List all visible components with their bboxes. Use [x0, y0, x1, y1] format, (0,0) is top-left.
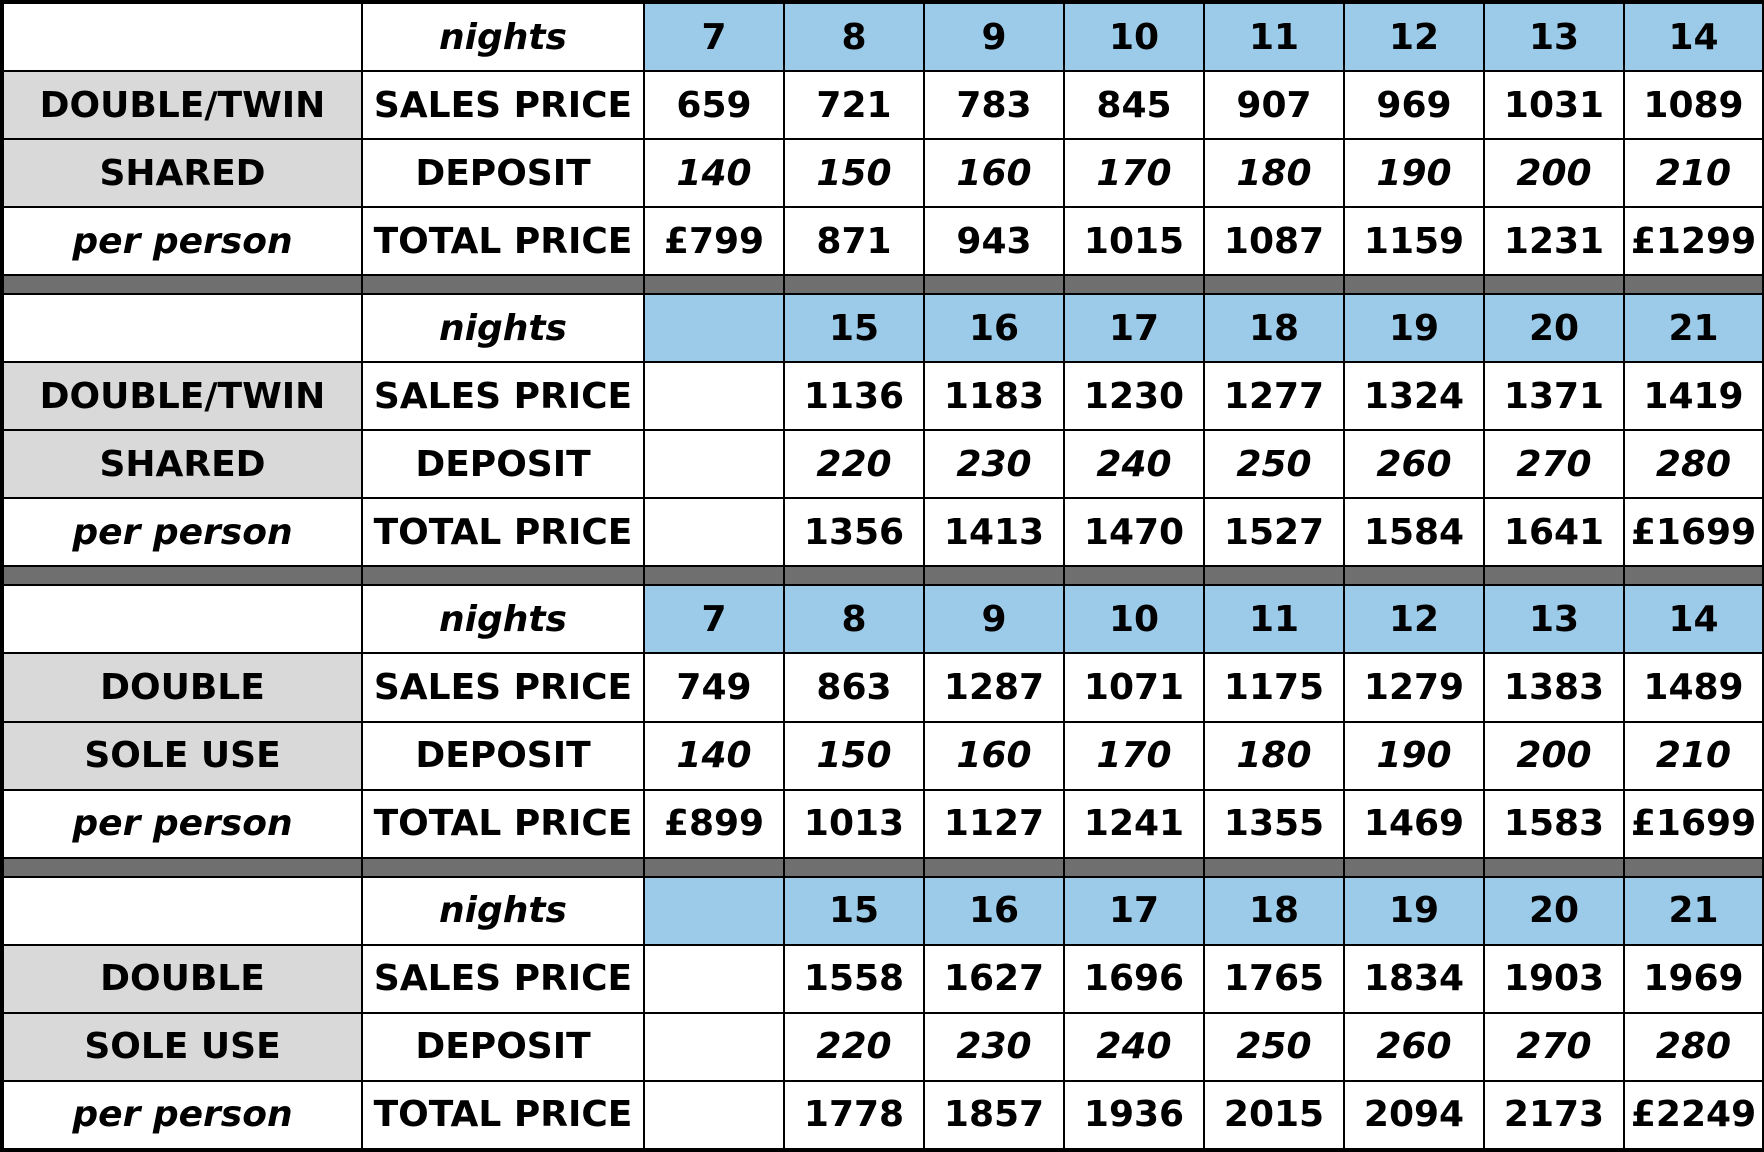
room-type-label: DOUBLE	[2, 653, 362, 721]
deposit-value: 190	[1344, 139, 1484, 207]
total-price-value: 1470	[1064, 498, 1204, 566]
deposit-row	[2, 430, 1764, 498]
deposit-value: 230	[924, 1013, 1064, 1081]
separator-cell	[784, 858, 924, 877]
nights-value	[644, 294, 784, 362]
room-occupancy-label: SHARED	[2, 139, 362, 207]
sales-price-value: 1765	[1204, 945, 1344, 1013]
nights-value: 16	[924, 294, 1064, 362]
deposit-value: 200	[1484, 722, 1624, 790]
total-price-label: TOTAL PRICE	[362, 498, 644, 566]
nights-value	[644, 877, 784, 945]
sales-price-value: 1136	[784, 362, 924, 430]
separator-cell	[924, 858, 1064, 877]
per-person-label: per person	[2, 790, 362, 858]
nights-value: 12	[1344, 2, 1484, 71]
total-price-row	[2, 498, 1764, 566]
sales-price-value: 1371	[1484, 362, 1624, 430]
separator-cell	[924, 566, 1064, 585]
price-table-body	[2, 2, 1764, 1150]
sales-price-value: 1419	[1624, 362, 1764, 430]
nights-row	[2, 294, 1764, 362]
separator-cell	[644, 275, 784, 294]
separator-cell	[1204, 858, 1344, 877]
sales-price-value: 1031	[1484, 71, 1624, 139]
separator-cell	[2, 858, 362, 877]
deposit-value	[644, 1013, 784, 1081]
sales-price-label: SALES PRICE	[362, 362, 644, 430]
separator-cell	[2, 566, 362, 585]
nights-value: 14	[1624, 2, 1764, 71]
total-price-value: £899	[644, 790, 784, 858]
deposit-value: 270	[1484, 1013, 1624, 1081]
separator-row	[2, 566, 1764, 585]
separator-cell	[644, 566, 784, 585]
nights-value: 11	[1204, 2, 1344, 71]
deposit-value: 210	[1624, 139, 1764, 207]
total-price-value: 1355	[1204, 790, 1344, 858]
total-price-row	[2, 790, 1764, 858]
separator-row	[2, 858, 1764, 877]
separator-cell	[1624, 275, 1764, 294]
nights-label: nights	[362, 585, 644, 653]
total-price-value	[644, 1081, 784, 1150]
total-price-value: £1299	[1624, 207, 1764, 275]
separator-cell	[644, 858, 784, 877]
sales-price-label: SALES PRICE	[362, 945, 644, 1013]
separator-cell	[362, 858, 644, 877]
total-price-value: 1013	[784, 790, 924, 858]
total-price-value: 1159	[1344, 207, 1484, 275]
deposit-value: 180	[1204, 722, 1344, 790]
deposit-row	[2, 1013, 1764, 1081]
separator-cell	[1064, 275, 1204, 294]
nights-value: 17	[1064, 877, 1204, 945]
separator-cell	[1344, 566, 1484, 585]
nights-label: nights	[362, 294, 644, 362]
nights-value: 20	[1484, 294, 1624, 362]
separator-cell	[924, 275, 1064, 294]
separator-cell	[784, 275, 924, 294]
nights-value: 7	[644, 2, 784, 71]
sales-price-value	[644, 362, 784, 430]
nights-value: 13	[1484, 2, 1624, 71]
sales-price-value: 749	[644, 653, 784, 721]
blank-cell	[2, 2, 362, 71]
nights-label: nights	[362, 877, 644, 945]
total-price-value: 1015	[1064, 207, 1204, 275]
deposit-value: 200	[1484, 139, 1624, 207]
nights-value: 21	[1624, 294, 1764, 362]
room-occupancy-label: SHARED	[2, 430, 362, 498]
separator-cell	[1204, 566, 1344, 585]
separator-cell	[1344, 858, 1484, 877]
nights-value: 19	[1344, 877, 1484, 945]
total-price-value: 1936	[1064, 1081, 1204, 1150]
deposit-label: DEPOSIT	[362, 1013, 644, 1081]
deposit-value: 160	[924, 722, 1064, 790]
sales-price-row	[2, 71, 1764, 139]
sales-price-value: 1489	[1624, 653, 1764, 721]
separator-cell	[1624, 858, 1764, 877]
separator-cell	[362, 566, 644, 585]
sales-price-label: SALES PRICE	[362, 71, 644, 139]
nights-value: 20	[1484, 877, 1624, 945]
total-price-value: 1413	[924, 498, 1064, 566]
deposit-value: 140	[644, 139, 784, 207]
deposit-value: 150	[784, 722, 924, 790]
deposit-value: 180	[1204, 139, 1344, 207]
deposit-value: 170	[1064, 722, 1204, 790]
sales-price-value: 1696	[1064, 945, 1204, 1013]
deposit-value: 260	[1344, 430, 1484, 498]
blank-cell	[2, 585, 362, 653]
separator-cell	[1064, 566, 1204, 585]
sales-price-value: 1089	[1624, 71, 1764, 139]
deposit-label: DEPOSIT	[362, 430, 644, 498]
deposit-value	[644, 430, 784, 498]
total-price-label: TOTAL PRICE	[362, 207, 644, 275]
sales-price-value: 1903	[1484, 945, 1624, 1013]
sales-price-value: 1627	[924, 945, 1064, 1013]
separator-row	[2, 275, 1764, 294]
room-occupancy-label: SOLE USE	[2, 722, 362, 790]
sales-price-value: 659	[644, 71, 784, 139]
total-price-value: 2173	[1484, 1081, 1624, 1150]
sales-price-value: 1071	[1064, 653, 1204, 721]
deposit-value: 160	[924, 139, 1064, 207]
separator-cell	[1624, 566, 1764, 585]
deposit-value: 270	[1484, 430, 1624, 498]
blank-cell	[2, 877, 362, 945]
nights-value: 15	[784, 877, 924, 945]
total-price-value: 1857	[924, 1081, 1064, 1150]
separator-cell	[362, 275, 644, 294]
total-price-value: 1583	[1484, 790, 1624, 858]
deposit-value: 230	[924, 430, 1064, 498]
sales-price-value: 969	[1344, 71, 1484, 139]
separator-cell	[1064, 858, 1204, 877]
total-price-value: 1527	[1204, 498, 1344, 566]
nights-value: 17	[1064, 294, 1204, 362]
sales-price-value: 721	[784, 71, 924, 139]
nights-value: 12	[1344, 585, 1484, 653]
sales-price-row	[2, 653, 1764, 721]
deposit-value: 280	[1624, 430, 1764, 498]
sales-price-row	[2, 945, 1764, 1013]
sales-price-value: 1183	[924, 362, 1064, 430]
sales-price-value: 1175	[1204, 653, 1344, 721]
nights-value: 14	[1624, 585, 1764, 653]
nights-value: 13	[1484, 585, 1624, 653]
deposit-value: 210	[1624, 722, 1764, 790]
sales-price-value: 1558	[784, 945, 924, 1013]
total-price-row	[2, 1081, 1764, 1150]
total-price-value: 943	[924, 207, 1064, 275]
total-price-value: £799	[644, 207, 784, 275]
nights-value: 15	[784, 294, 924, 362]
sales-price-value: 1324	[1344, 362, 1484, 430]
nights-value: 10	[1064, 585, 1204, 653]
per-person-label: per person	[2, 498, 362, 566]
sales-price-value: 1834	[1344, 945, 1484, 1013]
deposit-value: 280	[1624, 1013, 1764, 1081]
separator-cell	[1204, 275, 1344, 294]
sales-price-value: 1279	[1344, 653, 1484, 721]
room-type-label: DOUBLE/TWIN	[2, 71, 362, 139]
blank-cell	[2, 294, 362, 362]
separator-cell	[1344, 275, 1484, 294]
deposit-value: 190	[1344, 722, 1484, 790]
room-type-label: DOUBLE	[2, 945, 362, 1013]
separator-cell	[2, 275, 362, 294]
sales-price-value: 1287	[924, 653, 1064, 721]
sales-price-value: 1969	[1624, 945, 1764, 1013]
total-price-value: 1231	[1484, 207, 1624, 275]
deposit-value: 140	[644, 722, 784, 790]
sales-price-value: 1230	[1064, 362, 1204, 430]
deposit-value: 250	[1204, 430, 1344, 498]
sales-price-value	[644, 945, 784, 1013]
sales-price-value: 783	[924, 71, 1064, 139]
total-price-label: TOTAL PRICE	[362, 790, 644, 858]
separator-cell	[1484, 566, 1624, 585]
nights-label: nights	[362, 2, 644, 71]
total-price-value: 1641	[1484, 498, 1624, 566]
nights-row	[2, 585, 1764, 653]
per-person-label: per person	[2, 207, 362, 275]
deposit-value: 220	[784, 430, 924, 498]
total-price-value: 1584	[1344, 498, 1484, 566]
sales-price-value: 907	[1204, 71, 1344, 139]
total-price-value: 1778	[784, 1081, 924, 1150]
nights-value: 9	[924, 2, 1064, 71]
deposit-value: 240	[1064, 430, 1204, 498]
deposit-row	[2, 139, 1764, 207]
nights-row	[2, 2, 1764, 71]
sales-price-value: 863	[784, 653, 924, 721]
nights-value: 10	[1064, 2, 1204, 71]
total-price-value: £1699	[1624, 790, 1764, 858]
room-occupancy-label: SOLE USE	[2, 1013, 362, 1081]
sales-price-value: 1383	[1484, 653, 1624, 721]
sales-price-value: 1277	[1204, 362, 1344, 430]
deposit-value: 220	[784, 1013, 924, 1081]
nights-row	[2, 877, 1764, 945]
sales-price-row	[2, 362, 1764, 430]
deposit-value: 260	[1344, 1013, 1484, 1081]
nights-value: 8	[784, 2, 924, 71]
total-price-value: 1241	[1064, 790, 1204, 858]
separator-cell	[1484, 858, 1624, 877]
total-price-value: 2094	[1344, 1081, 1484, 1150]
nights-value: 19	[1344, 294, 1484, 362]
deposit-row	[2, 722, 1764, 790]
nights-value: 9	[924, 585, 1064, 653]
total-price-value: 871	[784, 207, 924, 275]
sales-price-value: 845	[1064, 71, 1204, 139]
nights-value: 21	[1624, 877, 1764, 945]
deposit-value: 250	[1204, 1013, 1344, 1081]
nights-value: 11	[1204, 585, 1344, 653]
total-price-value: 1356	[784, 498, 924, 566]
deposit-value: 150	[784, 139, 924, 207]
nights-value: 18	[1204, 877, 1344, 945]
total-price-label: TOTAL PRICE	[362, 1081, 644, 1150]
deposit-label: DEPOSIT	[362, 722, 644, 790]
deposit-label: DEPOSIT	[362, 139, 644, 207]
total-price-value: 1469	[1344, 790, 1484, 858]
room-type-label: DOUBLE/TWIN	[2, 362, 362, 430]
total-price-value: £2249	[1624, 1081, 1764, 1150]
deposit-value: 170	[1064, 139, 1204, 207]
total-price-row	[2, 207, 1764, 275]
per-person-label: per person	[2, 1081, 362, 1150]
separator-cell	[784, 566, 924, 585]
sales-price-label: SALES PRICE	[362, 653, 644, 721]
nights-value: 16	[924, 877, 1064, 945]
nights-value: 7	[644, 585, 784, 653]
total-price-value: 2015	[1204, 1081, 1344, 1150]
deposit-value: 240	[1064, 1013, 1204, 1081]
nights-value: 8	[784, 585, 924, 653]
nights-value: 18	[1204, 294, 1344, 362]
total-price-value: 1087	[1204, 207, 1344, 275]
separator-cell	[1484, 275, 1624, 294]
total-price-value	[644, 498, 784, 566]
total-price-value: 1127	[924, 790, 1064, 858]
total-price-value: £1699	[1624, 498, 1764, 566]
